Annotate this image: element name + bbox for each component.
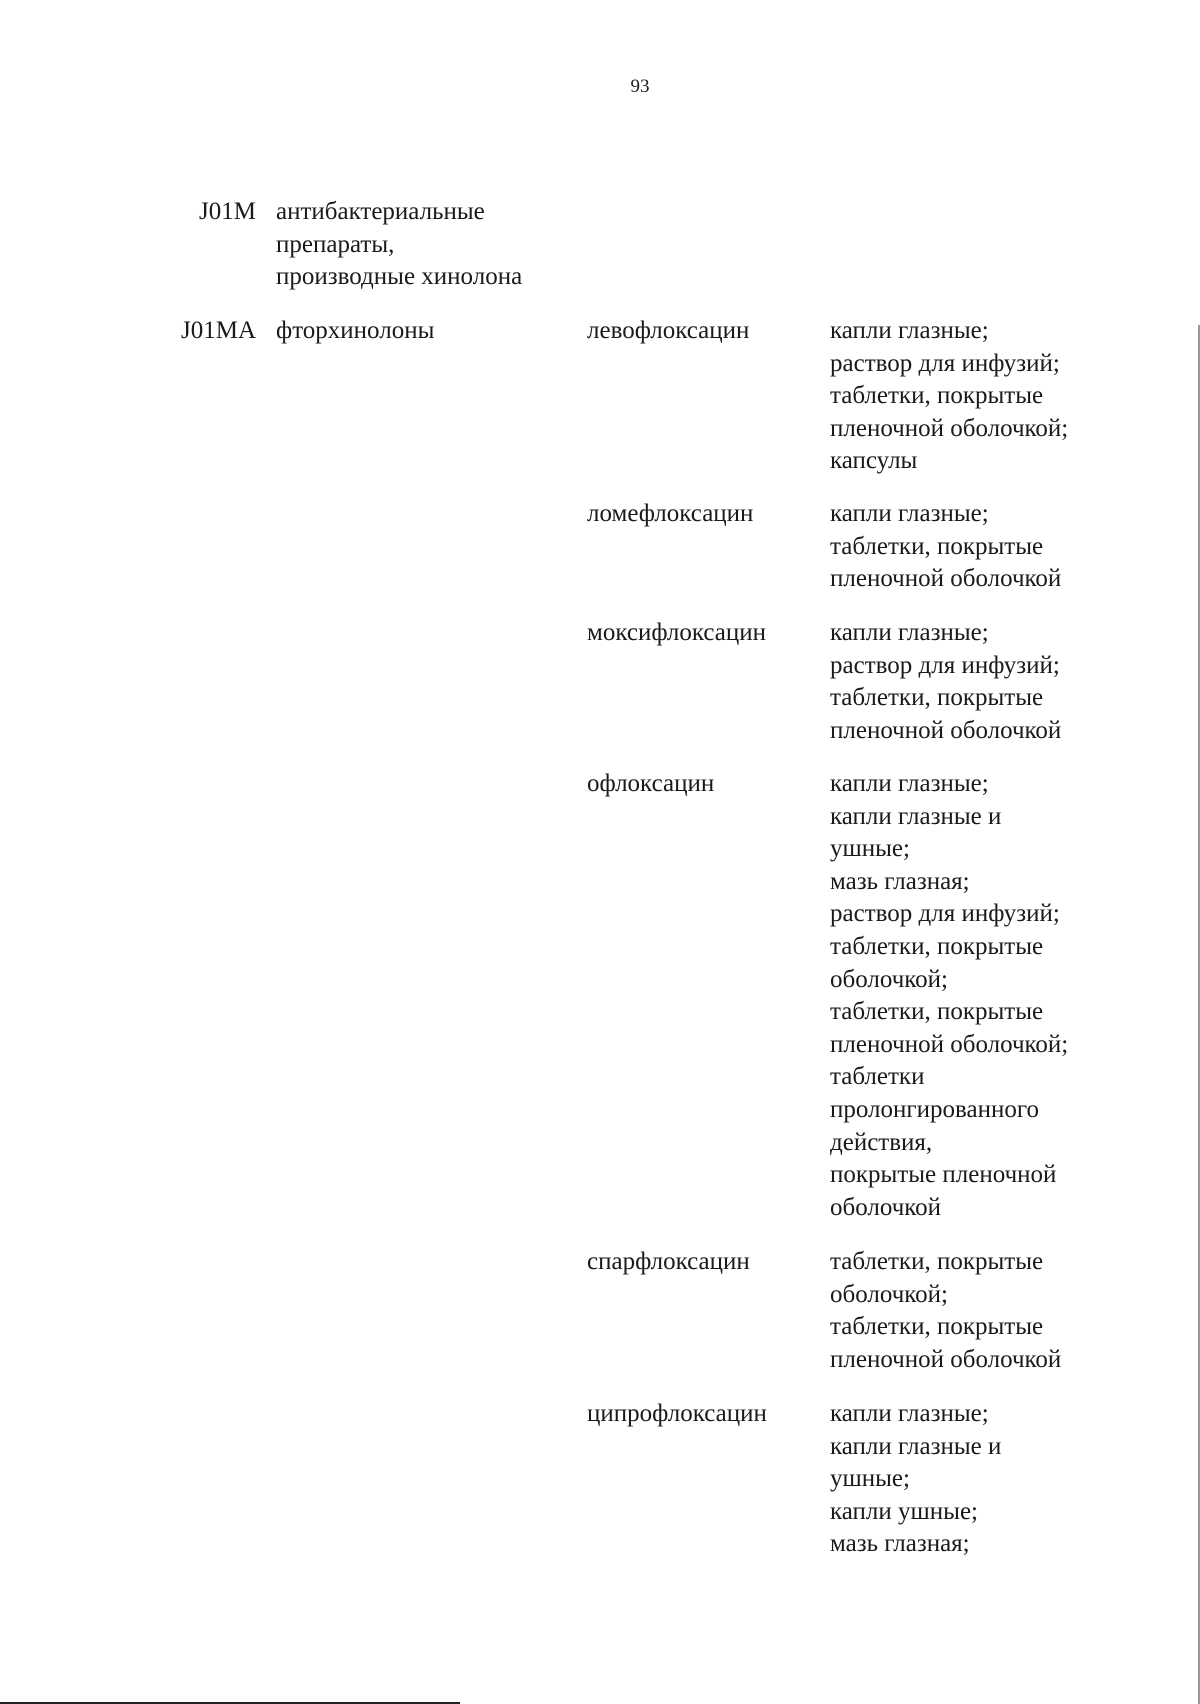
row-drug: ципрофлоксацин bbox=[587, 1400, 767, 1427]
row-drug: офлоксацин bbox=[587, 770, 715, 797]
row-code: J01MA bbox=[180, 317, 256, 344]
row-forms: таблетки, покрытые оболочкой; таблетки, покрытые пленочной оболочкой bbox=[830, 1248, 1062, 1373]
row-forms: капли глазные; таблетки, покрытые пленочной оболочкой bbox=[830, 500, 1062, 593]
row-group: фторхинолоны bbox=[276, 317, 435, 344]
row-code: J01M bbox=[199, 198, 256, 225]
row-forms: капли глазные; раствор для инфузий; таблетки, покрытые пленочной оболочкой bbox=[830, 619, 1062, 744]
row-group: антибактериальные препараты, производные хинолона bbox=[276, 198, 523, 291]
row-drug: ломефлоксацин bbox=[587, 500, 754, 527]
row-drug: спарфлоксацин bbox=[587, 1248, 750, 1275]
row-drug: моксифлоксацин bbox=[587, 619, 767, 646]
row-drug: левофлоксацин bbox=[587, 317, 750, 344]
row-forms: капли глазные; капли глазные и ушные; мазь глазная; раствор для инфузий; таблетки, покрытые оболочкой; таблетки, покрытые пленочной оболочкой; таблетки пролонгированного действия, покрытые пленочной оболочкой bbox=[830, 770, 1069, 1221]
row-forms: капли глазные; капли глазные и ушные; капли ушные; мазь глазная; bbox=[830, 1400, 1002, 1558]
page-number: 93 bbox=[630, 76, 650, 97]
row-forms: капли глазные; раствор для инфузий; таблетки, покрытые пленочной оболочкой; капсулы bbox=[830, 317, 1069, 475]
